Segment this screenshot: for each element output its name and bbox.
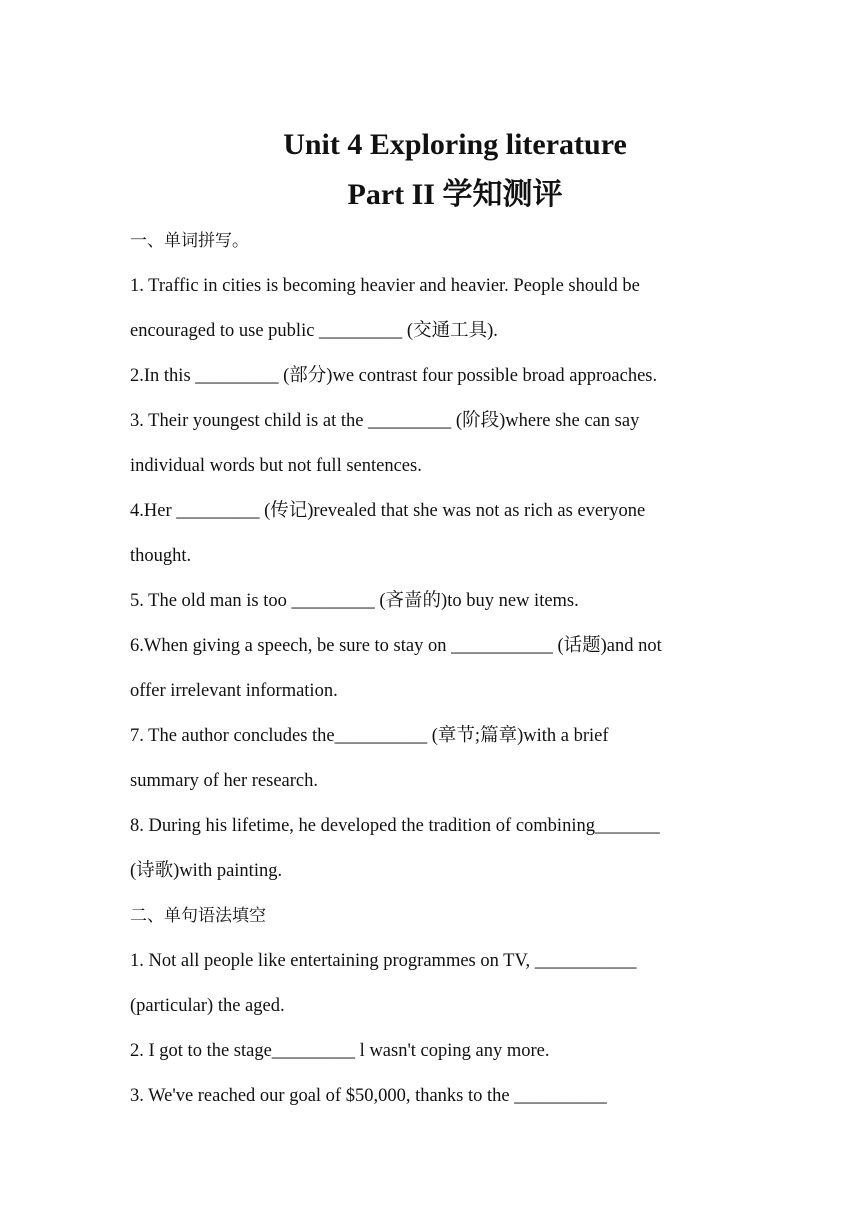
exercise-line: 7. The author concludes the__________ (章节;篇章)with a brief xyxy=(130,726,609,746)
section-heading-grammar: 二、单句语法填空 xyxy=(130,906,266,926)
exercise-line: 1. Traffic in cities is becoming heavier and heavier. People should be xyxy=(130,276,640,296)
exercise-line: encouraged to use public _________ (交通工具). xyxy=(130,321,498,341)
exercise-line: 2.In this _________ (部分)we contrast four possible broad approaches. xyxy=(130,366,658,386)
exercise-line: 3. We've reached our goal of $50,000, thanks to the __________ xyxy=(130,1086,607,1106)
exercise-line: 5. The old man is too _________ (吝啬的)to buy new items. xyxy=(130,591,579,611)
exercise-line: 2. I got to the stage_________ l wasn't coping any more. xyxy=(130,1041,550,1061)
exercise-line: 6.When giving a speech, be sure to stay on ___________ (话题)and not xyxy=(130,636,662,656)
document-title: Unit 4 Exploring literature xyxy=(283,128,627,161)
exercise-line: thought. xyxy=(130,546,192,566)
exercise-line: offer irrelevant information. xyxy=(130,681,338,701)
exercise-line: individual words but not full sentences. xyxy=(130,456,422,476)
exercise-line: 1. Not all people like entertaining programmes on TV, ___________ xyxy=(130,951,637,971)
exercise-line: (particular) the aged. xyxy=(130,996,285,1016)
exercise-line: 4.Her _________ (传记)revealed that she was not as rich as everyone xyxy=(130,501,646,521)
exercise-line: 3. Their youngest child is at the _________ (阶段)where she can say xyxy=(130,411,640,431)
exercise-line: 8. During his lifetime, he developed the tradition of combining_______ xyxy=(130,816,660,836)
exercise-line: (诗歌)with painting. xyxy=(130,861,283,881)
section-heading-spelling: 一、单词拼写。 xyxy=(130,231,249,251)
exercise-line: summary of her research. xyxy=(130,771,318,791)
document-subtitle: Part II 学知测评 xyxy=(347,178,563,211)
